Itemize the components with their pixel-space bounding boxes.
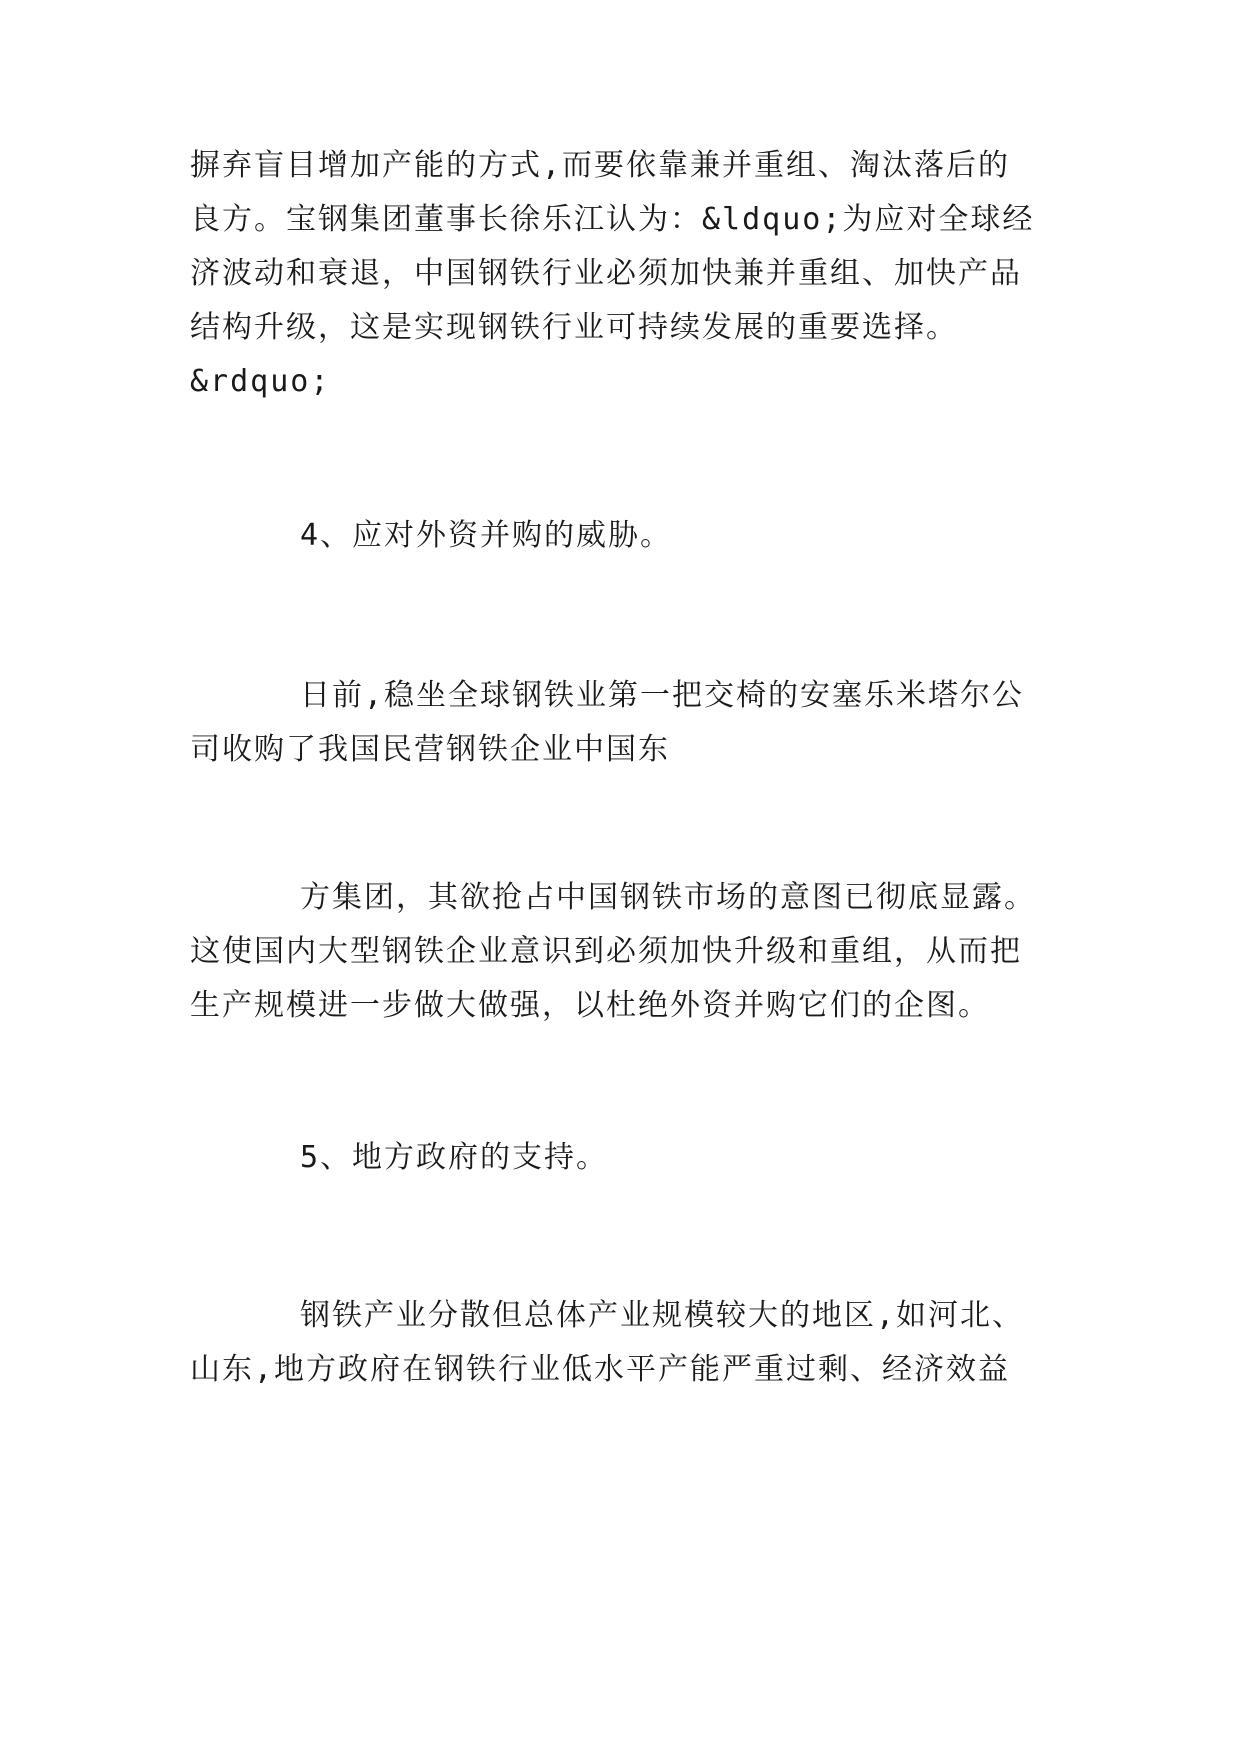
text-line: 济波动和衰退，中国钢铁行业必须加快兼并重组、加快产品: [190, 256, 1022, 291]
text-line: 结构升级，这是实现钢铁行业可持续发展的重要选择。: [190, 310, 958, 345]
text-line: 生产规模进一步做大做强，以杜绝外资并购它们的企图。: [190, 988, 990, 1023]
section-heading-4: 4、应对外资并购的威胁。: [300, 518, 673, 553]
text-line: 摒弃盲目增加产能的方式,而要依靠兼并重组、淘汰落后的: [190, 148, 1011, 183]
text-line: 山东,地方政府在钢铁行业低水平产能严重过剩、经济效益: [190, 1352, 1011, 1387]
text-line: 钢铁产业分散但总体产业规模较大的地区,如河北、: [300, 1298, 1025, 1333]
text-line: 方集团，其欲抢占中国钢铁市场的意图已彻底显露。: [300, 880, 1036, 915]
text-line: &rdquo;: [190, 364, 331, 399]
text-line: 司收购了我国民营钢铁企业中国东: [190, 732, 670, 767]
text-line: 良方。宝钢集团董事长徐乐江认为：&ldquo;为应对全球经: [190, 202, 1035, 237]
text-line: 这使国内大型钢铁企业意识到必须加快升级和重组，从而把: [190, 934, 1022, 969]
section-heading-5: 5、地方政府的支持。: [300, 1140, 609, 1175]
text-line: 日前,稳坐全球钢铁业第一把交椅的安塞乐米塔尔公: [300, 678, 1025, 713]
